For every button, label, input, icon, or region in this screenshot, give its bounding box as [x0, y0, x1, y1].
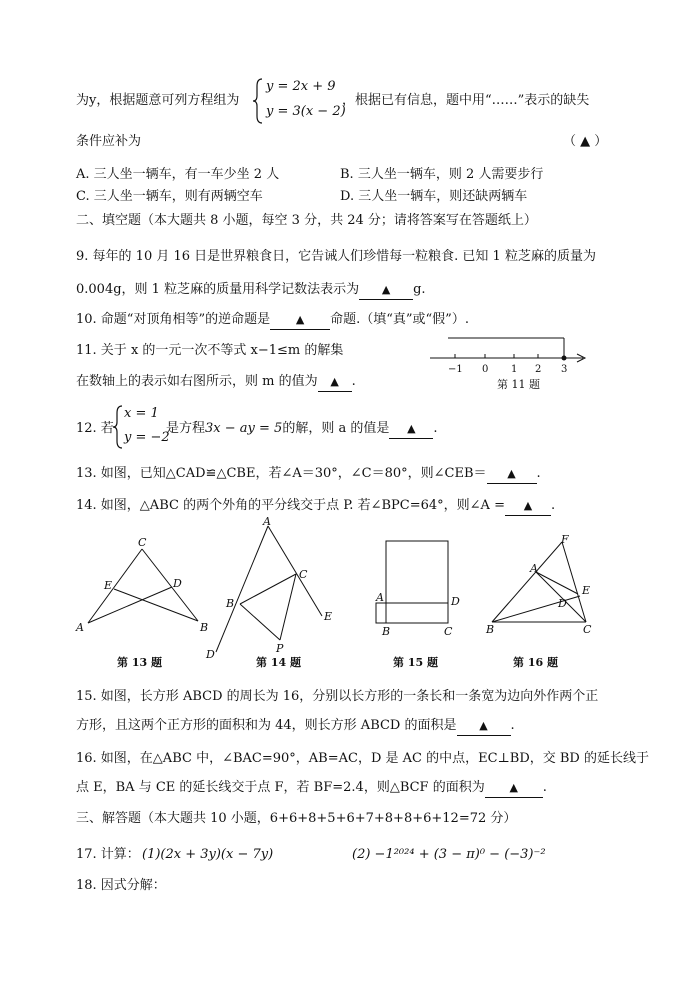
- q9-line1: 9. 每年的 10 月 16 日是世界粮食日，它告诫人们珍惜每一粒粮食. 已知 1 粒芝麻的质量为: [76, 249, 596, 264]
- fig13-point-d: D: [173, 577, 182, 590]
- figure-15: [370, 535, 470, 643]
- q12-eq1: x = 1: [124, 406, 159, 421]
- q9-blank: ▲: [359, 281, 413, 300]
- q14-line: 14. 如图，△ABC 的两个外角的平分线交于点 P. 若∠BPC=64°，则∠A = ▲ .: [76, 497, 555, 516]
- tick-neg1: −1: [448, 364, 463, 375]
- q8-eq2: y = 3(x − 2): [266, 104, 346, 119]
- fig13-point-c: C: [138, 536, 147, 549]
- fig16-point-a: A: [530, 562, 538, 575]
- q8-line2: 条件应补为: [76, 134, 142, 149]
- q17-label: 17. 计算：: [76, 847, 140, 862]
- system-brace: [252, 78, 264, 124]
- q8-line1-pre: 为y，根据题意可列方程组为: [76, 93, 240, 108]
- q8-line1-post: ，根据已有信息，题中用“……”表示的缺失: [342, 93, 590, 108]
- q8-option-b: B. 三人坐一辆车，则 2 人需要步行: [340, 167, 544, 182]
- q16-blank: ▲: [485, 779, 543, 798]
- number-line-figure: [428, 334, 588, 378]
- q11-blank: ▲: [318, 373, 352, 392]
- fig13-point-b: B: [200, 621, 209, 634]
- fig14-point-b: B: [226, 597, 235, 610]
- q15-blank: ▲: [457, 717, 511, 736]
- q9-line2: 0.004g，则 1 粒芝麻的质量用科学记数法表示为 ▲ g.: [76, 281, 426, 300]
- q8-option-a: A. 三人坐一辆车，有一车少坐 2 人: [76, 167, 280, 182]
- q15-line1: 15. 如图，长方形 ABCD 的周长为 16，分别以长方形的一条长和一条宽为边向外作两个正: [76, 689, 599, 704]
- figure-16: [478, 530, 603, 642]
- tick-0: 0: [482, 364, 489, 375]
- fig15-point-b: B: [382, 625, 391, 638]
- q14-blank: ▲: [505, 497, 551, 516]
- q15-line2: 方形，且这两个正方形的面积和为 44，则长方形 ABCD 的面积是 ▲ .: [76, 717, 515, 736]
- tick-1: 1: [511, 364, 518, 375]
- fig13-point-a: A: [76, 621, 84, 634]
- fig15-point-d: D: [451, 595, 460, 608]
- q10-blank: ▲: [270, 311, 330, 330]
- fig14-point-p: P: [276, 642, 284, 655]
- q13-line: 13. 如图，已知△CAD≌△CBE，若∠A＝30°，∠C＝80°，则∠CEB＝ ▲ .: [76, 465, 541, 484]
- q8-option-d: D. 三人坐一辆车，则还缺两辆车: [340, 189, 528, 204]
- section2-heading: 二、填空题（本大题共 8 小题，每空 3 分，共 24 分；请将答案写在答题纸上）: [76, 213, 537, 228]
- fig15-label: 第 15 题: [393, 656, 438, 669]
- q16-line2: 点 E，BA 与 CE 的延长线交于点 F，若 BF=2.4，则△BCF 的面积为 ▲ .: [76, 779, 547, 798]
- tick-2: 2: [535, 364, 542, 375]
- fig14-point-a: A: [263, 515, 271, 528]
- fig14-label: 第 14 题: [256, 656, 301, 669]
- fig14-point-c: C: [299, 568, 308, 581]
- tick-3: 3: [561, 364, 568, 375]
- fig16-label: 第 16 题: [513, 656, 558, 669]
- q11-line1: 11. 关于 x 的一元一次不等式 x−1≤m 的解集: [76, 343, 344, 358]
- q8-eq1: y = 2x + 9: [266, 79, 336, 94]
- q13-blank: ▲: [487, 465, 537, 484]
- fig16-point-b: B: [486, 623, 495, 636]
- section3-heading: 三、解答题（本大题共 10 小题，6+6+8+5+6+7+8+8+6+12=72 分）: [76, 811, 517, 826]
- q12-brace: [112, 405, 124, 449]
- q12-eq2: y = −2: [124, 430, 170, 445]
- fig15-point-c: C: [444, 625, 453, 638]
- fig15-point-a: A: [376, 591, 384, 604]
- q12-rest: 是方程3x − ay = 5的解，则 a 的值是 ▲ .: [166, 420, 437, 439]
- figure-14: [200, 512, 345, 662]
- fig14-point-e: E: [324, 610, 333, 623]
- q17-part2: (2) −1²⁰²⁴ + (3 − π)⁰ − (−3)⁻²: [352, 847, 546, 862]
- fig11-label: 第 11 题: [497, 378, 540, 391]
- q12-blank: ▲: [389, 420, 433, 439]
- fig13-point-e: E: [104, 579, 113, 592]
- fig14-point-d: D: [206, 648, 215, 661]
- q12-pre: 12. 若: [76, 421, 114, 436]
- q11-line2: 在数轴上的表示如右图所示，则 m 的值为 ▲ .: [76, 373, 356, 392]
- fig16-point-f: F: [561, 533, 569, 546]
- q17-part1: (1)(2x + 3y)(x − 7y): [142, 847, 274, 862]
- fig16-point-c: C: [583, 623, 592, 636]
- fig16-point-e: E: [582, 584, 591, 597]
- fig16-point-d: D: [558, 597, 567, 610]
- q10-line: 10. 命题“对顶角相等”的逆命题是 ▲ 命题.（填“真”或“假”）.: [76, 311, 469, 330]
- q18-label: 18. 因式分解：: [76, 878, 166, 893]
- q16-line1: 16. 如图，在△ABC 中，∠BAC=90°，AB=AC，D 是 AC 的中点，EC⊥BD，交 BD 的延长线于: [76, 751, 649, 766]
- q8-answer-mark: （ ▲ ）: [563, 134, 608, 149]
- fig13-label: 第 13 题: [117, 656, 162, 669]
- figure-13: [70, 533, 220, 643]
- q8-option-c: C. 三人坐一辆车，则有两辆空车: [76, 189, 263, 204]
